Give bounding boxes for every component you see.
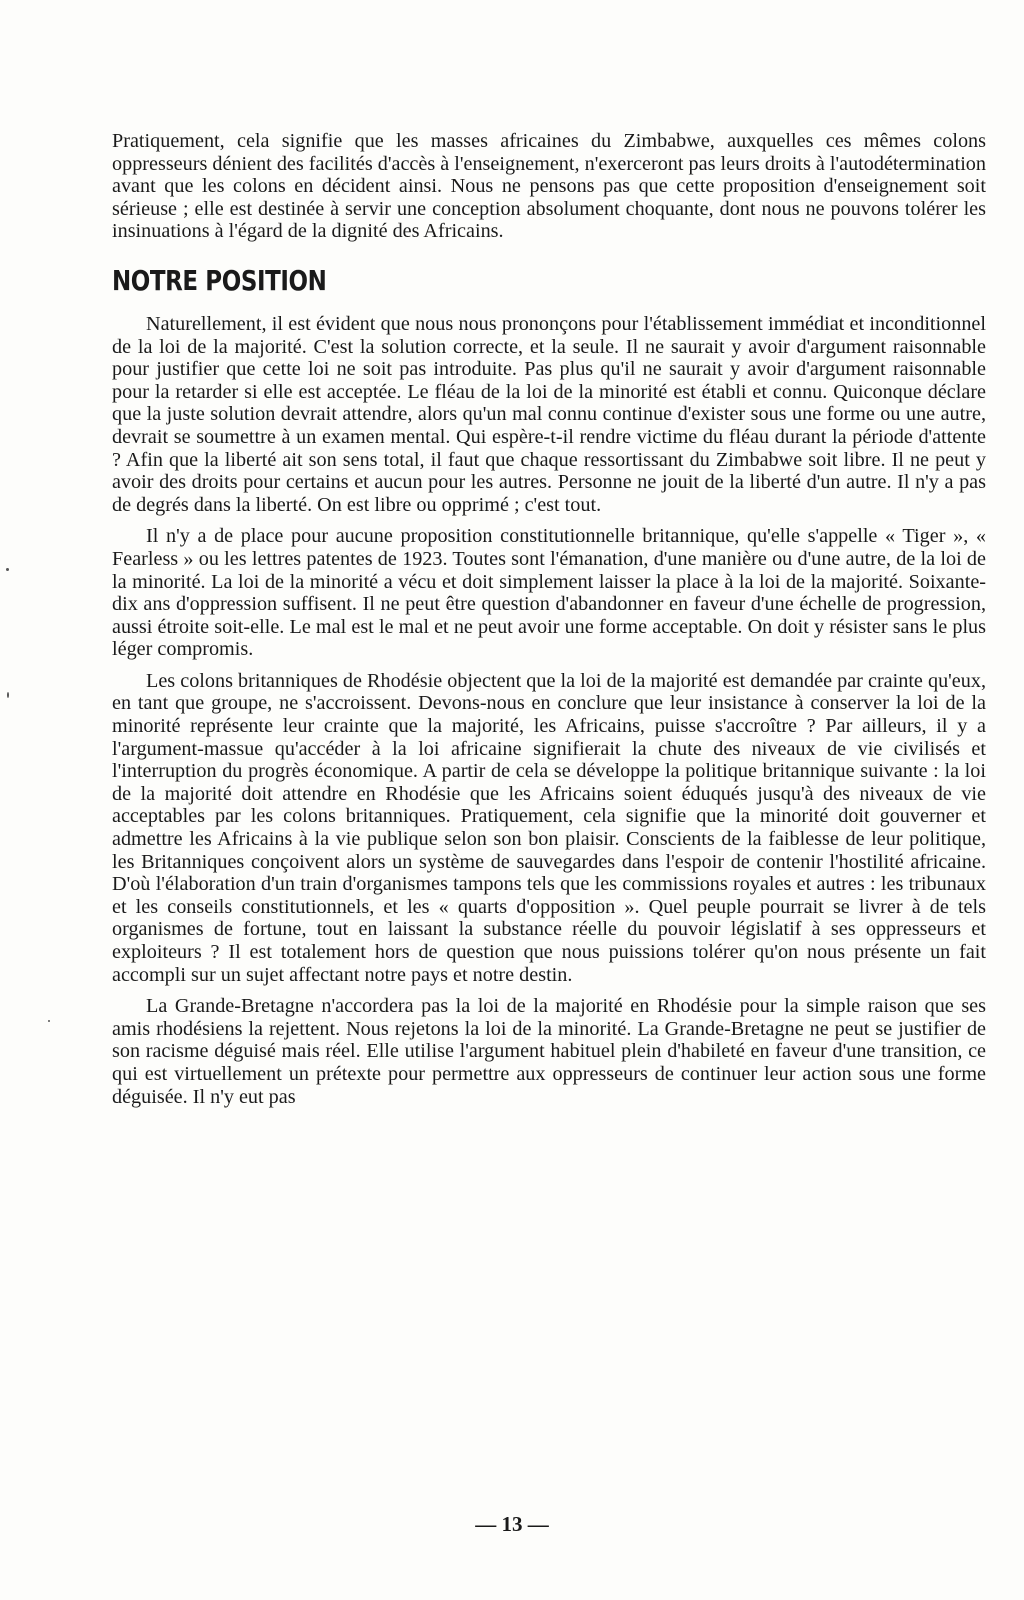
text-column — [112, 130, 986, 1117]
body-paragraph-3: Les colons britanniques de Rhodésie objectent que la loi de la majorité est demandée par crainte qu'eux, en tant que groupe, ne s'accroissent. Devons-nous en conclure que leur insistance à conserver la loi de la minorité représente leur crainte que la majorité, les Africains, puisse s'accroître ? Par ailleurs, il y a l'argument-massue qu'accéder à la loi africaine signifierait la chute des niveaux de vie civilisés et l'interruption du progrès économique. A partir de cela se développe la politique britannique suivante : la loi de la majorité doit attendre en Rhodésie que les Africains soient éduqués jusqu'à des niveaux de vie acceptables par les colons britanniques. Pratiquement, cela signifie que la minorité doit gouverner et admettre les Africains à la vie publique selon son bon plaisir. Conscients de la faiblesse de leur politique, les Britanniques conçoivent alors un système de sauvegardes dans l'espoir de contenir l'hostilité africaine. D'où l'élaboration d'un train d'organismes tampons tels que les commissions royales et autres : les tribunaux et les conseils constitutionnels, et les « quarts d'opposition ». Quel peuple pourrait se livrer à de tels organismes de fortune, tout en laissant la substance réelle du pouvoir législatif à ses oppresseurs et exploiteurs ? Il est totalement hors de question que nous puissions tolérer qu'on nous présente un fait accompli sur un sujet affectant notre pays et notre destin. — [112, 669, 986, 986]
body-paragraph-2: Il n'y a de place pour aucune proposition constitutionnelle britannique, qu'elle s'appelle « Tiger », « Fearless » ou les lettres patentes de 1923. Toutes sont l'émanation, d'une manière ou d'une autre, de la loi de la minorité. La loi de la minorité a vécu et doit simplement laisser la place à la loi de la majorité. Soixante-dix ans d'oppression suffisent. Il ne peut être question d'abandonner en faveur d'une échelle de progression, aussi étroite soit-elle. Le mal est le mal et ne peut avoir une forme acceptable. On doit y résister sans le plus léger compromis. — [112, 525, 986, 661]
body-paragraph-1: Naturellement, il est évident que nous nous prononçons pour l'établissement immédiat et inconditionnel de la loi de la majorité. C'est la solution correcte, et la seule. Il ne saurait y avoir d'argument raisonnable pour justifier que cette loi ne soit pas introduite. Pas plus qu'il ne saurait y avoir d'argument raisonnable pour la retarder si elle est acceptée. Le fléau de la loi de la minorité est établi et connu. Quiconque déclare que la juste solution devrait attendre, alors qu'un mal connu continue d'exister sous une forme ou une autre, devrait se soumettre à un examen mental. Qui espère-t-il rendre victime du fléau durant la période d'attente ? Afin que la liberté ait son sens total, il faut que chaque ressortissant du Zimbabwe soit libre. Il ne peut y avoir des droits pour certains et aucun pour les autres. Personne ne jouit de la liberté d'un autre. Il n'y a pas de degrés dans la liberté. On est libre ou opprimé ; c'est tout. — [112, 312, 986, 516]
section-heading: NOTRE POSITION — [112, 263, 327, 297]
page-number: — 13 — — [475, 1512, 549, 1536]
scan-speck — [48, 1020, 50, 1022]
section-heading-wrap — [112, 263, 986, 303]
scan-speck — [7, 692, 9, 698]
scan-speck — [6, 568, 9, 571]
body-paragraph-4: La Grande-Bretagne n'accordera pas la loi de la majorité en Rhodésie pour la simple raison que ses amis rhodésiens la rejettent. Nous rejetons la loi de la minorité. La Grande-Bretagne ne peut se justifier de son racisme déguisé mais réel. Elle utilise l'argument habituel plein d'habileté en faveur d'une transition, ce qui est virtuellement un prétexte pour permettre aux oppresseurs de continuer leur action sous une forme déguisée. Il n'y eut pas — [112, 995, 986, 1108]
intro-paragraph: Pratiquement, cela signifie que les masses africaines du Zimbabwe, auxquelles ces mêmes colons oppresseurs dénient des facilités d'accès à l'enseignement, n'exerceront pas leurs droits à l'autodétermination avant que les colons en décident ainsi. Nous ne pensons pas que cette proposition d'enseignement soit sérieuse ; elle est destinée à servir une conception absolument choquante, dont nous ne pouvons tolérer les insinuations à l'égard de la dignité des Africains. — [112, 130, 986, 243]
